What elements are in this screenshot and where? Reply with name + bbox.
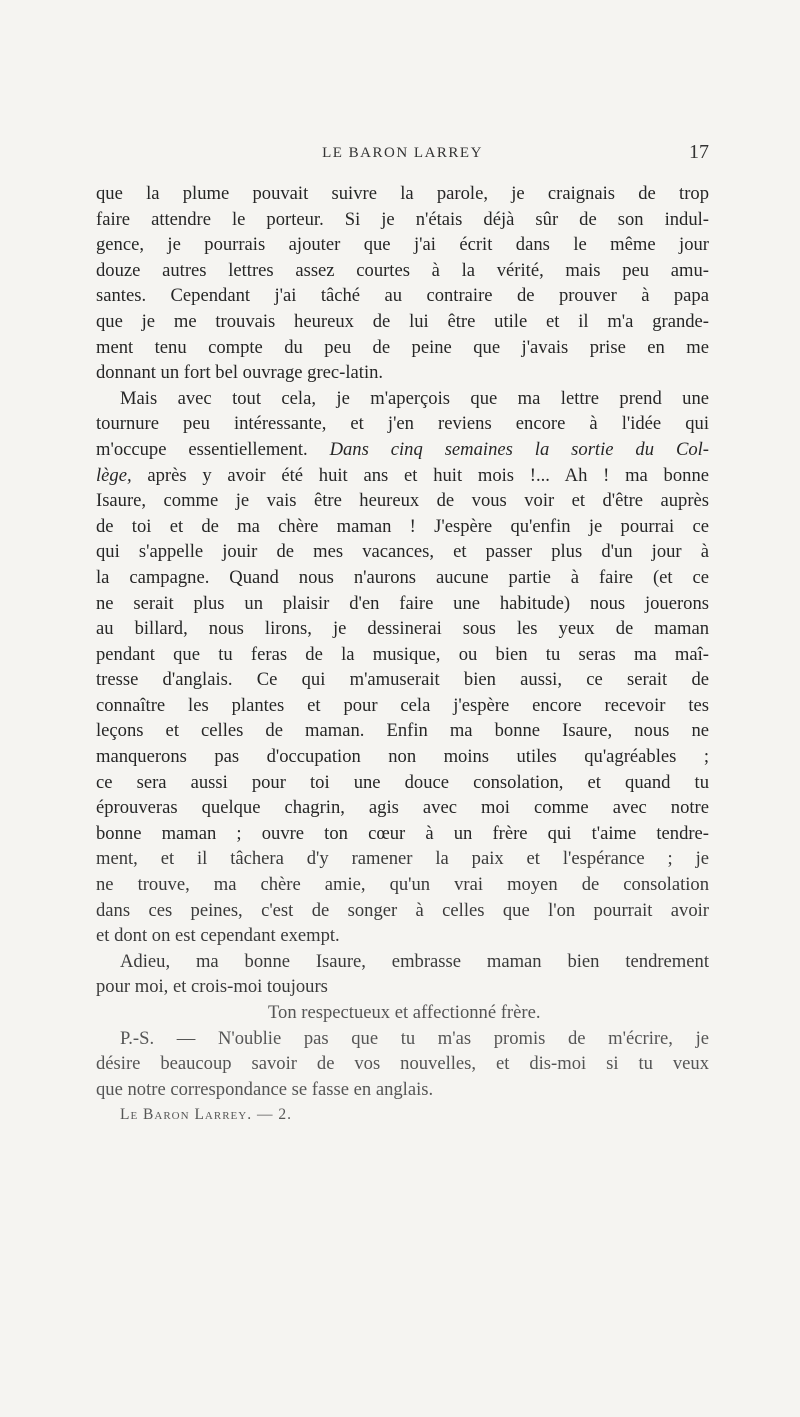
text-line bbox=[96, 463, 709, 489]
text-line: santes. Cependant j'ai tâché au contraire de prouver à papa bbox=[96, 285, 709, 307]
signature-footer bbox=[96, 1102, 709, 1128]
signature-suffix: . — 2. bbox=[247, 1106, 292, 1124]
text-line: dans ces peines, c'est de songer à celles que l'on pourrait avoir bbox=[96, 899, 709, 921]
text-line: ne trouve, ma chère amie, qu'un vrai moyen de consolation bbox=[96, 874, 709, 896]
text-line: que je me trouvais heureux de lui être utile et il m'a grande- bbox=[96, 310, 709, 332]
text-line: faire attendre le porteur. Si je n'étais déjà sûr de son indul- bbox=[96, 208, 709, 230]
closing-line: Ton respectueux et affectionné frère. bbox=[268, 1002, 541, 1023]
signature-name: Le Baron Larrey bbox=[120, 1106, 248, 1124]
text-line: donnant un fort bel ouvrage grec-latin. bbox=[96, 362, 384, 384]
letter-body bbox=[96, 181, 709, 1128]
text-line: au billard, nous lirons, je dessinerai sous les yeux de maman bbox=[96, 618, 709, 640]
text-line: manquerons pas d'occupation non moins utiles qu'agréables ; bbox=[96, 746, 709, 768]
text-line: ment, et il tâchera d'y ramener la paix et l'espérance ; je bbox=[96, 848, 709, 870]
text-line: de toi et de ma chère maman ! J'espère qu'enfin je pourrai ce bbox=[96, 515, 709, 537]
text-line: douze autres lettres assez courtes à la vérité, mais peu amu- bbox=[96, 259, 709, 281]
text-line: Mais avec tout cela, je m'aperçois que ma lettre prend une bbox=[120, 387, 709, 409]
text-line: et dont on est cependant exempt. bbox=[96, 925, 340, 947]
text-fragment: m'occupe essentiellement. bbox=[96, 438, 330, 460]
postscript-line: P.-S. — N'oublie pas que tu m'as promis de m'écrire, je bbox=[120, 1027, 709, 1049]
text-line: ce sera aussi pour toi une douce consolation, et quand tu bbox=[96, 771, 709, 793]
text-line: bonne maman ; ouvre ton cœur à un frère qui t'aime tendre- bbox=[96, 822, 709, 844]
text-fragment: après y avoir été huit ans et huit mois !... Ah ! ma bonne bbox=[131, 464, 709, 486]
text-line: Adieu, ma bonne Isaure, embrasse maman bien tendrement bbox=[120, 950, 709, 972]
italic-fragment: Dans cinq semaines la sortie du Col- bbox=[329, 438, 709, 460]
text-line: éprouveras quelque chagrin, agis avec moi comme avec notre bbox=[96, 797, 709, 819]
italic-fragment: lège, bbox=[96, 464, 132, 486]
text-line: Isaure, comme je vais être heureux de vous voir et d'être auprès bbox=[96, 490, 709, 512]
text-line bbox=[96, 437, 709, 463]
page-number: 17 bbox=[689, 141, 709, 163]
text-line: gence, je pourrais ajouter que j'ai écrit dans le même jour bbox=[96, 234, 709, 256]
text-line: connaître les plantes et pour cela j'espère encore recevoir tes bbox=[96, 694, 709, 716]
text-line: la campagne. Quand nous n'aurons aucune partie à faire (et ce bbox=[96, 566, 709, 588]
postscript-line: que notre correspondance se fasse en anglais. bbox=[96, 1078, 434, 1100]
text-line: tournure peu intéressante, et j'en reviens encore à l'idée qui bbox=[96, 413, 709, 435]
running-title: LE BARON LARREY bbox=[322, 145, 483, 161]
text-line: leçons et celles de maman. Enfin ma bonne Isaure, nous ne bbox=[96, 720, 709, 742]
text-line: tresse d'anglais. Ce qui m'amuserait bien aussi, ce serait de bbox=[96, 669, 709, 691]
text-line: que la plume pouvait suivre la parole, je craignais de trop bbox=[96, 183, 709, 204]
text-line: pendant que tu feras de la musique, ou bien tu seras ma maî- bbox=[96, 643, 709, 665]
text-line: ne serait plus un plaisir d'en faire une habitude) nous jouerons bbox=[96, 592, 709, 614]
text-line: ment tenu compte du peu de peine que j'avais prise en me bbox=[96, 336, 709, 358]
page-header bbox=[96, 141, 709, 169]
text-line: qui s'appelle jouir de mes vacances, et passer plus d'un jour à bbox=[96, 541, 709, 563]
text-line: pour moi, et crois-moi toujours bbox=[96, 976, 328, 998]
postscript-line: désire beaucoup savoir de vos nouvelles, et dis-moi si tu veux bbox=[96, 1053, 709, 1075]
